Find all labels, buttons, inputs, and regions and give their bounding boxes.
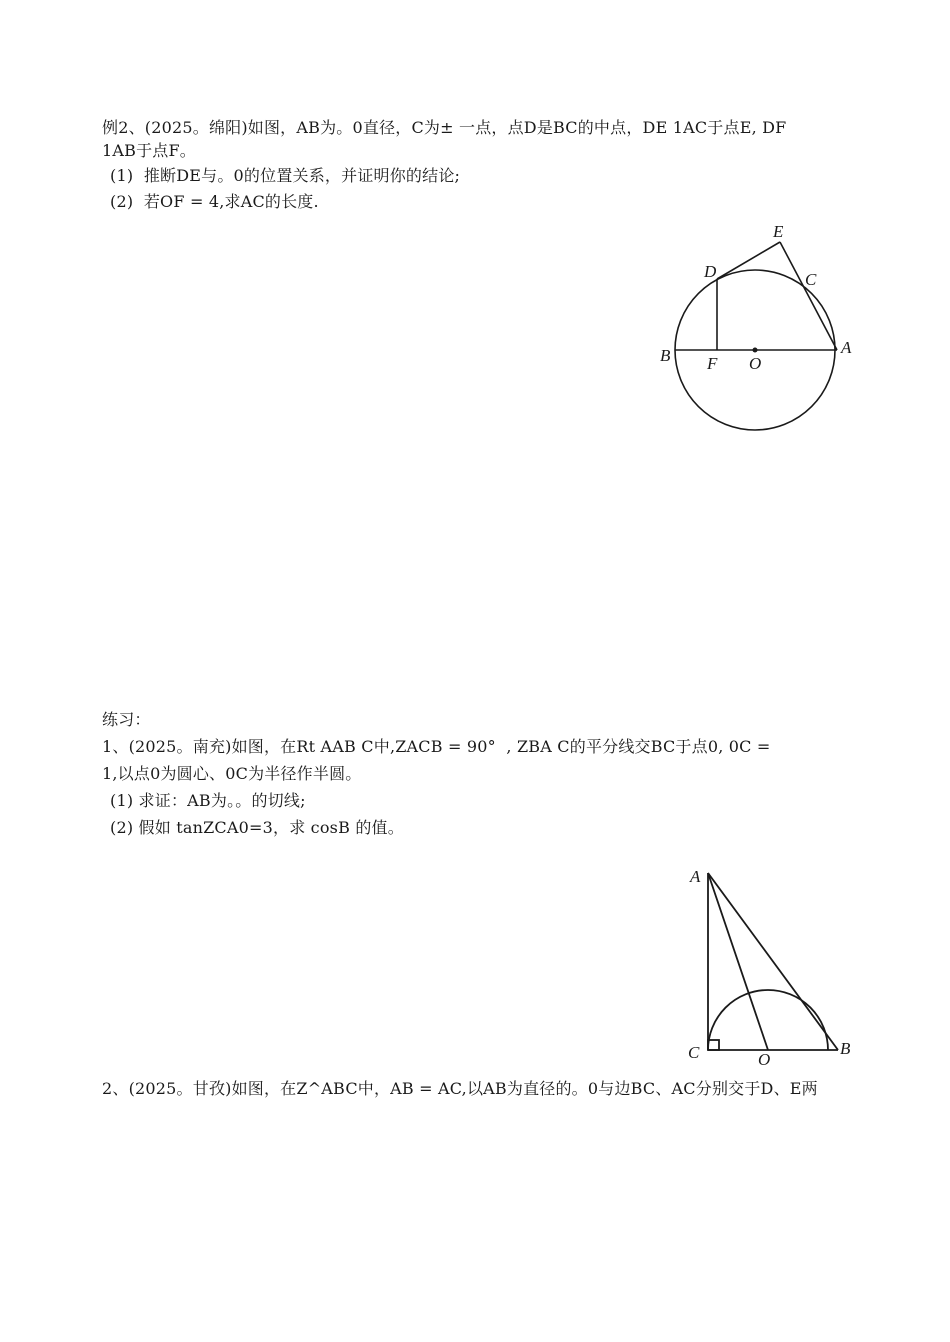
example2-statement-line2: 1AB于点F。	[102, 141, 196, 160]
example2-statement-line1: 例2、(2025。绵阳)如图，AB为。0直径，C为± 一点，点D是BC的中点，DE 1AC于点E, DF	[102, 118, 787, 137]
label-o: O	[758, 1050, 771, 1068]
tangent-de	[717, 242, 780, 279]
label-c: C	[805, 270, 817, 289]
practice1-statement-line2: 1,以点0为圆心、0C为半径作半圆。	[102, 764, 362, 783]
label-a: A	[841, 338, 852, 357]
example2-question-2: (2) 若OF = 4,求AC的长度.	[110, 192, 319, 211]
label-a: A	[690, 867, 701, 886]
label-c: C	[688, 1043, 700, 1062]
label-b: B	[660, 346, 671, 365]
example2-circle-figure	[650, 215, 870, 440]
label-o: O	[749, 354, 762, 373]
practice2-statement-line1: 2、(2025。甘孜)如图，在Z^ABC中，AB = AC,以AB为直径的。0与边BC、AC分别交于D、E两	[102, 1079, 818, 1098]
practice-heading: 练习：	[102, 710, 151, 729]
segment-ea	[780, 242, 837, 350]
practice1-question-2: (2) 假如 tanZCA0=3，求 cosB 的值。	[110, 818, 404, 837]
semicircle-o	[708, 990, 828, 1050]
practice1-triangle-figure	[680, 858, 865, 1068]
practice1-statement-line1: 1、(2025。南充)如图，在Rt AAB C中,ZACB = 90° , ZBA C的平分线交BC于点0, 0C =	[102, 737, 771, 756]
center-point-o	[753, 348, 758, 353]
example2-question-1: (1) 推断DE与。0的位置关系，并证明你的结论;	[110, 166, 461, 185]
label-e: E	[773, 222, 784, 241]
right-angle-mark	[708, 1040, 719, 1050]
side-ab	[708, 873, 838, 1050]
label-b: B	[840, 1039, 851, 1058]
label-f: F	[707, 354, 718, 373]
practice1-question-1: (1) 求证：AB为。。的切线;	[110, 791, 306, 810]
bisector-ao	[708, 873, 768, 1050]
label-d: D	[704, 262, 717, 281]
